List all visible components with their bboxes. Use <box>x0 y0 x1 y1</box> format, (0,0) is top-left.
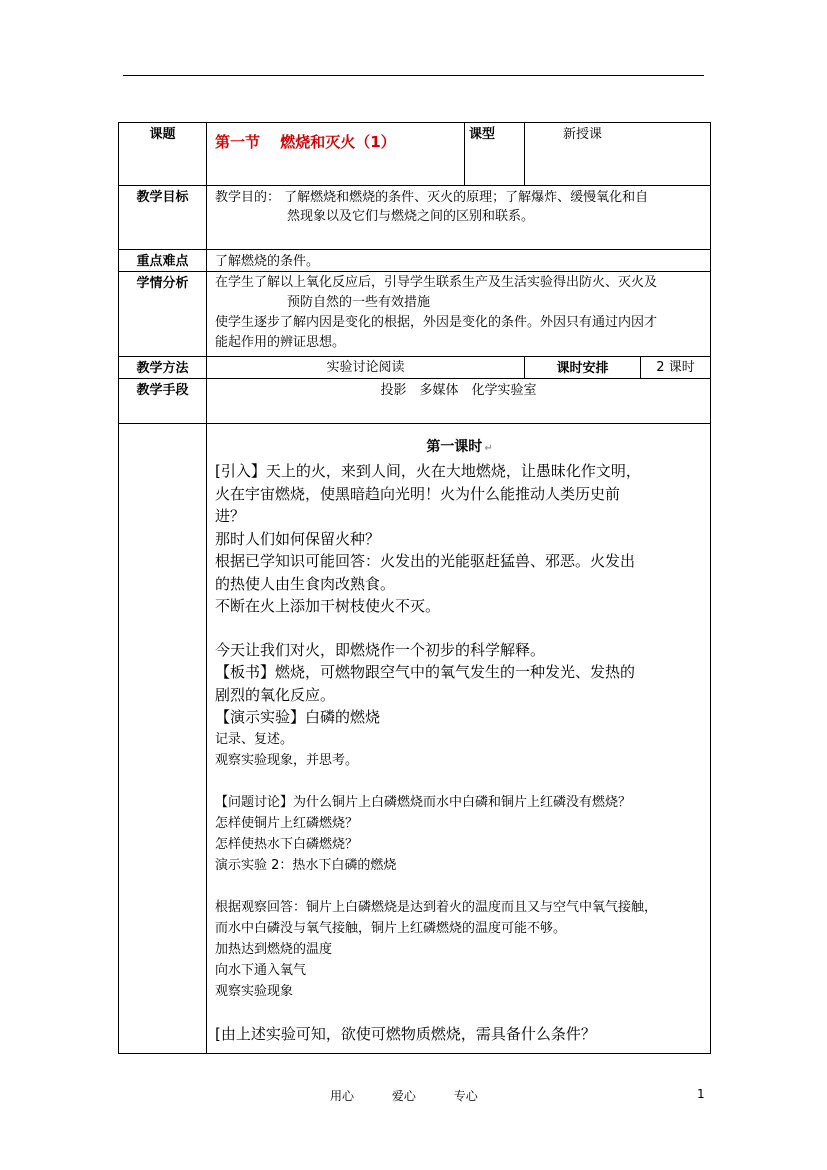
process-line: 进？ <box>215 507 246 525</box>
means-text: 投影 多媒体 化学实验室 <box>207 379 711 424</box>
label-means: 教学手段 <box>119 379 207 424</box>
label-situation: 学情分析 <box>119 272 207 357</box>
situation-text <box>207 272 711 357</box>
process-line: [引入】天上的火，来到人间，火在大地燃烧，让愚昧化作文明， <box>215 462 641 480</box>
process-intro <box>215 460 704 729</box>
goal-line-1: 教学目的： 了解燃烧和燃烧的条件、灭火的原理；了解爆炸、缓慢氧化和自 <box>215 190 649 205</box>
process-line <box>215 618 704 639</box>
process-line: 今天让我们对火，即燃烧作一个初步的科学解释。 <box>215 640 546 659</box>
situation-line-1: 在学生了解以上氧化反应后，引导学生联系生产及生活实验得出防火、灭火及 <box>215 275 658 290</box>
label-title: 课题 <box>119 123 207 186</box>
process-line: 根据已学知识可能回答：火发出的光能驱赶猛兽、邪恶。火发出 <box>215 552 636 570</box>
method-text: 实验讨论阅读 <box>207 357 525 379</box>
lesson-title-text: 第一节 燃烧和灭火（1） <box>215 133 396 151</box>
situation-line-4: 能起作用的辨证思想。 <box>215 335 346 350</box>
page-number: 1 <box>697 1087 705 1101</box>
lesson-title <box>207 123 465 186</box>
footer-word-1: 用心 <box>330 1089 355 1103</box>
process-label-cell <box>119 424 207 1054</box>
process-line: 剧烈的氧化反应。 <box>215 685 336 704</box>
label-goal: 教学目标 <box>119 186 207 250</box>
process-line: 怎样使铜片上红磷燃烧？ <box>215 815 359 831</box>
situation-line-3: 使学生逐步了解内因是变化的根据，外因是变化的条件。外因只有通过内因才 <box>215 315 658 330</box>
process-line: 的热使人由生食肉改熟食。 <box>215 574 396 593</box>
footer-word-2: 爱心 <box>391 1089 416 1103</box>
process-line <box>215 771 704 792</box>
process-line: 记录、复述。 <box>215 731 294 747</box>
process-line: 观察实验现象，并思考。 <box>215 752 359 768</box>
process-line <box>215 876 704 897</box>
process-line: 那时人们如何保留火种？ <box>215 529 381 548</box>
lesson-plan-table <box>118 122 711 1054</box>
process-line <box>215 1002 704 1023</box>
process-line: 演示实验 2：热水下白磷的燃烧 <box>215 857 397 873</box>
header-rule <box>123 75 704 76</box>
process-line: 【演示实验】白磷的燃烧 <box>215 708 381 726</box>
process-line: 根据观察回答：铜片上白磷燃烧是达到着火的温度而且又与空气中氧气接触， <box>215 899 658 915</box>
footer-word-3: 专心 <box>453 1089 478 1103</box>
process-line: 加热达到燃烧的温度 <box>215 941 333 957</box>
label-type: 课型 <box>465 123 525 186</box>
process-line: 不断在火上添加干树枝使火不灭。 <box>215 597 441 615</box>
process-line: 【问题讨论】为什么铜片上白磷燃烧而水中白磷和铜片上红磷没有燃烧？ <box>215 794 632 810</box>
process-line: 观察实验现象 <box>215 983 294 999</box>
process-line: 火在宇宙燃烧，使黑暗趋向光明！火为什么能推动人类历史前 <box>215 484 621 503</box>
process-heading: 第一课时 ↵ <box>426 439 493 455</box>
situation-line-2: 预防自然的一些有效措施 <box>287 295 431 310</box>
process-discussion <box>215 729 704 1023</box>
process-line: 怎样使热水下白磷燃烧？ <box>215 836 359 852</box>
lesson-type: 新授课 <box>525 123 711 186</box>
process-content <box>207 424 711 1054</box>
process-last-line: [由上述实验可知，欲使可燃物质燃烧，需具备什么条件？ <box>215 1024 596 1043</box>
label-method: 教学方法 <box>119 357 207 379</box>
process-line: 【板书】燃烧，可燃物跟空气中的氧气发生的一种发光、发热的 <box>215 663 636 681</box>
process-line: 向水下通入氧气 <box>215 962 307 978</box>
label-schedule: 课时安排 <box>525 357 641 379</box>
goal-text <box>207 186 711 250</box>
schedule-text: 2 课时 <box>641 357 711 379</box>
process-line: 而水中白磷没与氧气接触，铜片上红磷燃烧的温度可能不够。 <box>215 920 567 936</box>
footer-words <box>330 1087 512 1104</box>
goal-line-2: 然现象以及它们与燃烧之间的区别和联系。 <box>287 209 535 224</box>
key-text: 了解燃烧的条件。 <box>207 250 711 272</box>
label-key: 重点难点 <box>119 250 207 272</box>
